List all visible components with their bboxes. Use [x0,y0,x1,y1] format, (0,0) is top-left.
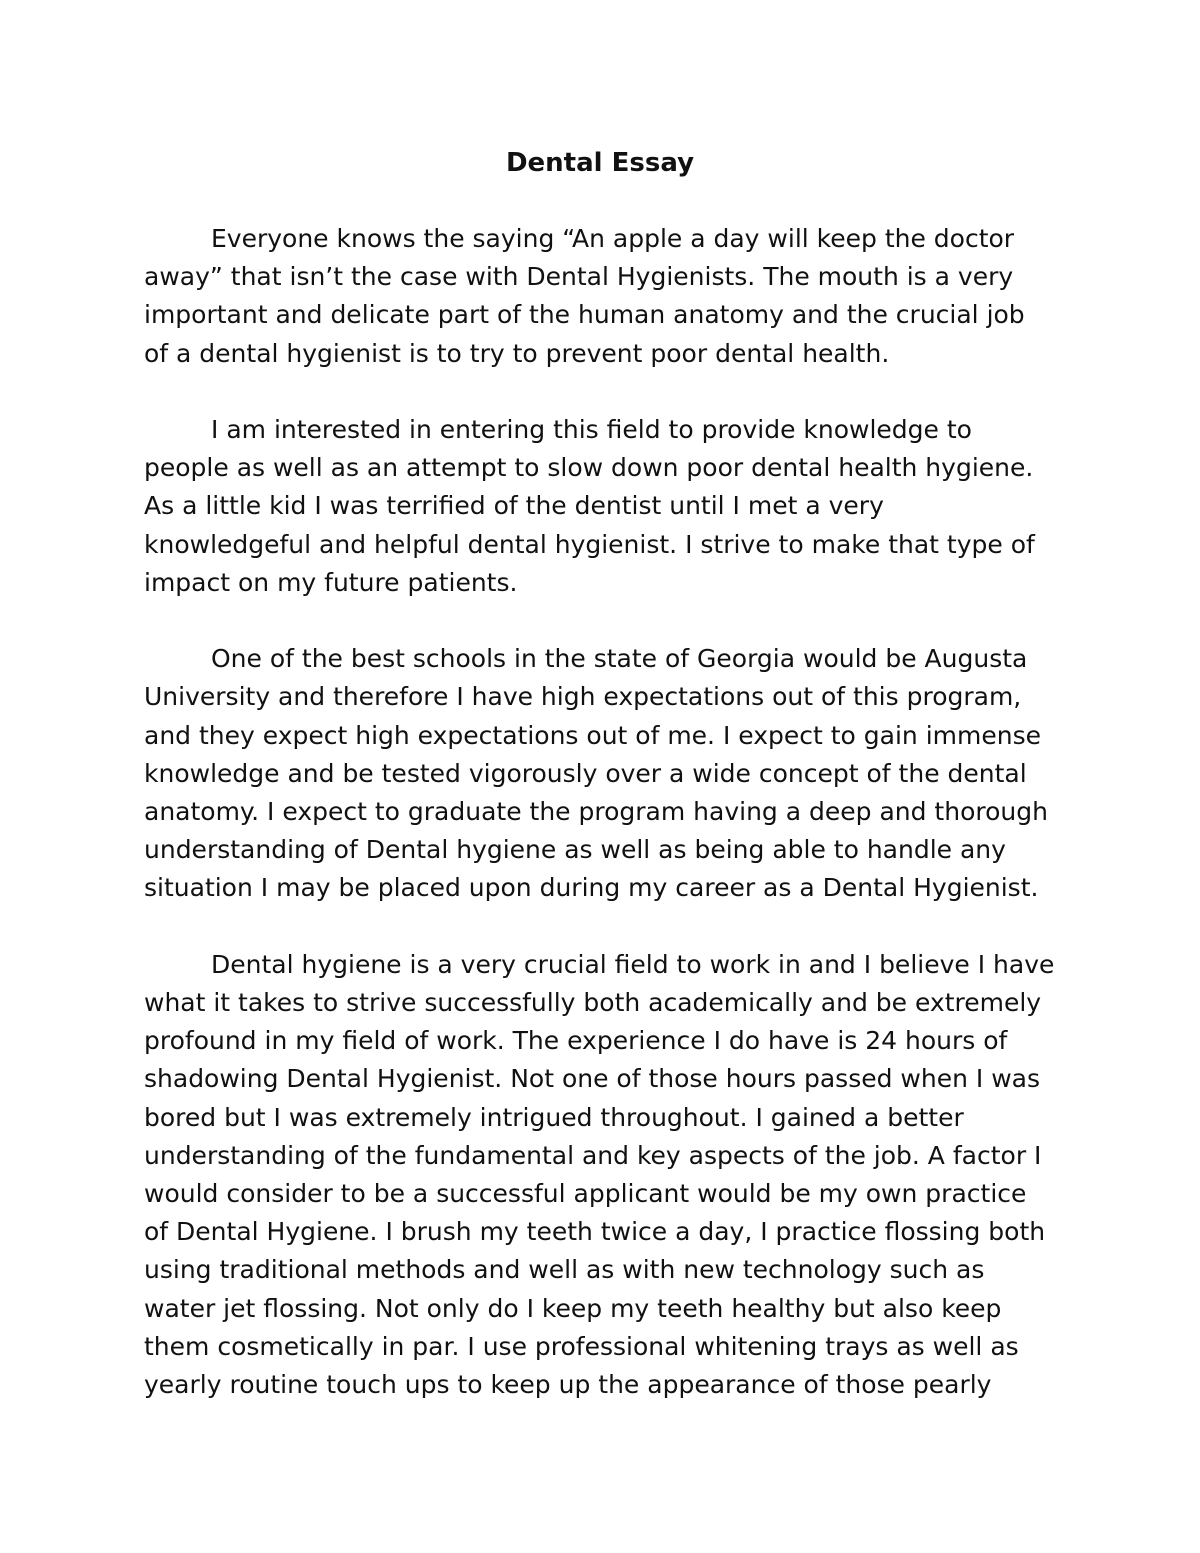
text-line: knowledgeful and helpful dental hygienist. I strive to make that type of [144,529,1035,559]
text-line: situation I may be placed upon during my career as a Dental Hygienist. [144,873,1039,903]
paragraph [144,411,1064,602]
text-line: As a little kid I was terrified of the dentist until I met a very [144,491,884,521]
text-line: of Dental Hygiene. I brush my teeth twice a day, I practice flossing both [144,1217,1046,1247]
text-line: Dental hygiene is a very crucial field to work in and I believe I have [211,949,1055,979]
text-line: what it takes to strive successfully both academically and be extremely [144,988,1042,1018]
paragraph [144,220,1064,373]
text-line: knowledge and be tested vigorously over a wide concept of the dental [144,758,1027,788]
text-line: Everyone knows the saying “An apple a day will keep the doctor [211,224,1015,253]
paragraph [144,640,1064,907]
text-line: One of the best schools in the state of Georgia would be Augusta [211,644,1028,674]
text-line: yearly routine touch ups to keep up the appearance of those pearly [144,1370,992,1400]
text-line: anatomy. I expect to graduate the program having a deep and thorough [144,797,1048,827]
text-line: understanding of the fundamental and key aspects of the job. A factor I [144,1140,1042,1170]
text-line: water jet flossing. Not only do I keep my teeth healthy but also keep [144,1293,1002,1323]
text-line: bored but I was extremely intrigued throughout. I gained a better [144,1102,964,1132]
document-body [144,220,1064,1442]
text-line: shadowing Dental Hygienist. Not one of those hours passed when I was [144,1064,1040,1094]
text-line: of a dental hygienist is to try to prevent poor dental health. [144,338,890,368]
text-line: important and delicate part of the human anatomy and the crucial job [144,300,1025,330]
text-line: I am interested in entering this field to provide knowledge to [211,415,972,444]
text-line: using traditional methods and well as with new technology such as [144,1255,985,1285]
text-line: them cosmetically in par. I use professional whitening trays as well as [144,1331,1019,1361]
paragraph [144,946,1064,1404]
text-line: away” that isn’t the case with Dental Hygienists. The mouth is a very [144,262,1014,292]
text-line: impact on my future patients. [144,567,518,597]
text-line: understanding of Dental hygiene as well as being able to handle any [144,835,1006,865]
text-line: people as well as an attempt to slow down poor dental health hygiene. [144,453,1034,483]
text-line: and they expect high expectations out of me. I expect to gain immense [144,720,1042,750]
text-line: would consider to be a successful applicant would be my own practice [144,1179,1027,1209]
text-line: University and therefore I have high expectations out of this program, [144,682,1022,712]
document-title: Dental Essay [505,148,695,178]
text-line: profound in my field of work. The experience I do have is 24 hours of [144,1026,1008,1056]
